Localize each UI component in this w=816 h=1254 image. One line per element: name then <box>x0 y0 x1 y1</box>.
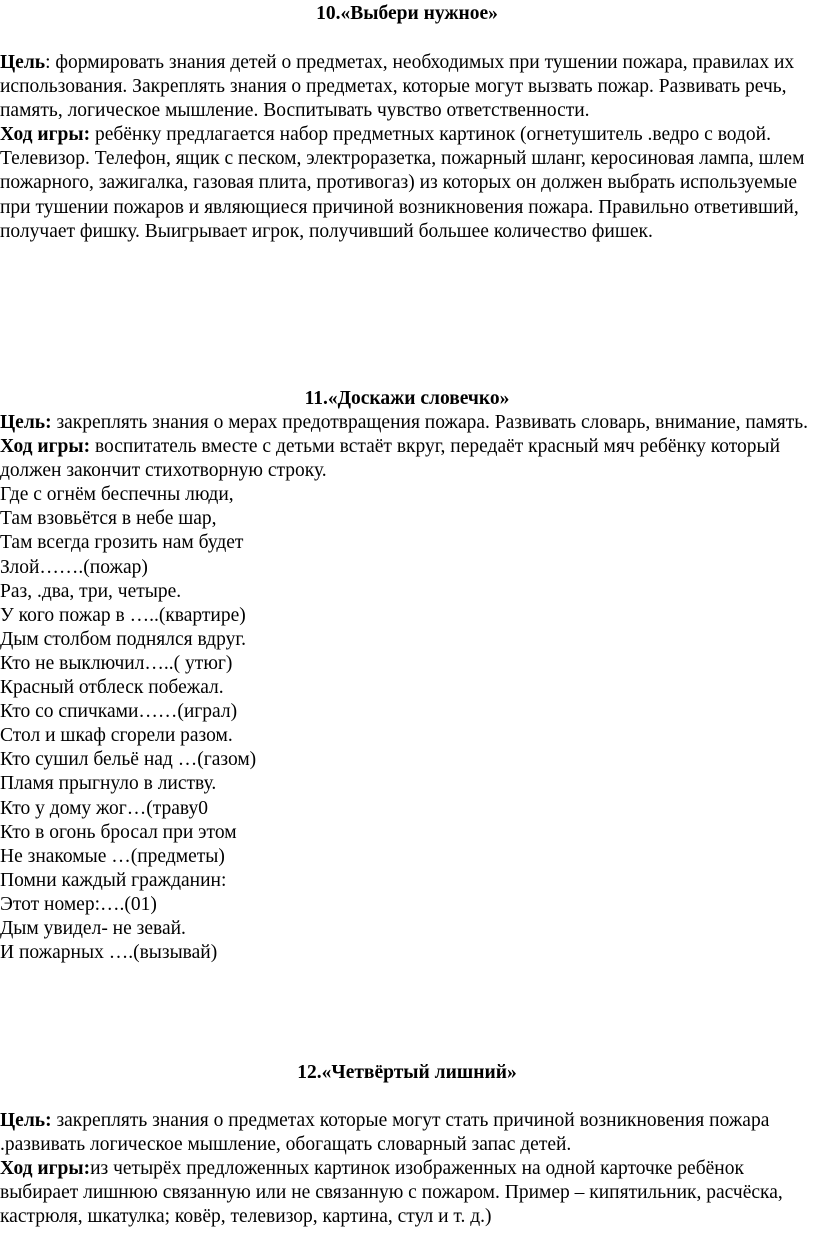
goal-text: закреплять знания о мерах предотвращения пожара. Развивать словарь, внимание, память. <box>51 412 809 433</box>
section-11-goal <box>0 411 814 435</box>
section-10-title: 10.«Выбери нужное» <box>316 3 498 24</box>
poem-line: Злой…….(пожар) <box>0 556 148 578</box>
goal-label: Цель: <box>0 412 52 433</box>
poem-line: Кто не выключил…..( утюг) <box>0 652 233 674</box>
course-label: Ход игры: <box>0 436 91 458</box>
poem-line: Стол и шкаф сгорели разом. <box>0 725 233 747</box>
poem-line: Кто у дому жог…(траву0 <box>0 797 208 819</box>
section-11-title: 11.«Доскажи словечко» <box>304 388 510 409</box>
poem-line: Дым столбом поднялся вдруг. <box>0 628 247 650</box>
section-10-course <box>0 123 814 243</box>
poem-line: Красный отблеск побежал. <box>0 677 224 699</box>
section-12 <box>0 1061 814 1085</box>
poem-line: Пламя прыгнуло в листву. <box>0 773 217 795</box>
section-11-course <box>0 435 814 483</box>
course-text: ребёнку предлагается набор предметных картинок (огнетушитель .ведро с водой. Телевизор. Телефон, ящик с песком, электроразетка, пожарный шланг, керосиновая лампа, шлем пожарного, зажигалка, газовая плита, противогаз) из которых он должен выбрать используемые при тушении пожаров и являющиеся причиной возникновения пожара. Правильно ответивший, получает фишку. Выигрывает игрок, получивший большее количество фишек. <box>0 124 805 242</box>
section-10-goal <box>0 51 814 123</box>
poem-line: Не знакомые …(предметы) <box>0 845 225 867</box>
poem-line: И пожарных ….(вызывай) <box>0 942 218 964</box>
poem-line: Кто сушил бельё над …(газом) <box>0 749 257 771</box>
section-11 <box>0 387 814 411</box>
section-12-title: 12.«Четвёртый лишний» <box>297 1062 517 1083</box>
poem <box>0 483 814 965</box>
course-label: Ход игры: <box>0 124 91 146</box>
poem-line: Помни каждый гражданин: <box>0 869 227 891</box>
section-12-course <box>0 1157 814 1229</box>
goal-text: : формировать знания детей о предметах, необходимых при тушении пожара, правилах их использования. Закреплять знания о предметах, которые могут вызвать пожар. Развивать речь, память, логическое мышление. Воспитывать чувство ответственности. <box>0 52 795 122</box>
course-text: воспитатель вместе с детьми встаёт вкруг, передаёт красный мяч ребёнку который должен закончит стихотворную строку. <box>0 436 781 482</box>
section-10 <box>0 2 814 26</box>
poem-line: Этот номер:….(01) <box>0 893 157 915</box>
poem-line: Кто в огонь бросал при этом <box>0 821 237 843</box>
poem-line: Там взовьётся в небе шар, <box>0 508 217 530</box>
poem-line: Там всегда грозить нам будет <box>0 532 244 554</box>
goal-label: Цель: <box>0 1110 52 1131</box>
goal-label: Цель <box>0 52 46 73</box>
poem-line: У кого пожар в …..(квартире) <box>0 604 246 626</box>
section-10-body <box>0 51 814 244</box>
section-12-goal <box>0 1109 814 1157</box>
poem-line: Дым увидел- не зевай. <box>0 917 186 939</box>
course-label: Ход игры: <box>0 1158 91 1180</box>
poem-line: Раз, .два, три, четыре. <box>0 580 182 602</box>
poem-line: Где с огнём беспечны люди, <box>0 484 234 506</box>
section-11-body <box>0 411 814 965</box>
course-text: из четырёх предложенных картинок изображенных на одной карточке ребёнок выбирает лишнюю связанную или не связанную с пожаром. Пример – кипятильник, расчёска, кастрюля, шкатулка; ковёр, телевизор, картина, стул и т. д.) <box>0 1158 783 1228</box>
poem-line: Кто со спичками……(играл) <box>0 701 238 723</box>
section-12-body <box>0 1109 814 1229</box>
goal-text: закреплять знания о предметах которые могут стать причиной возникновения пожара .развивать логическое мышление, обогащать словарный запас детей. <box>0 1110 770 1156</box>
